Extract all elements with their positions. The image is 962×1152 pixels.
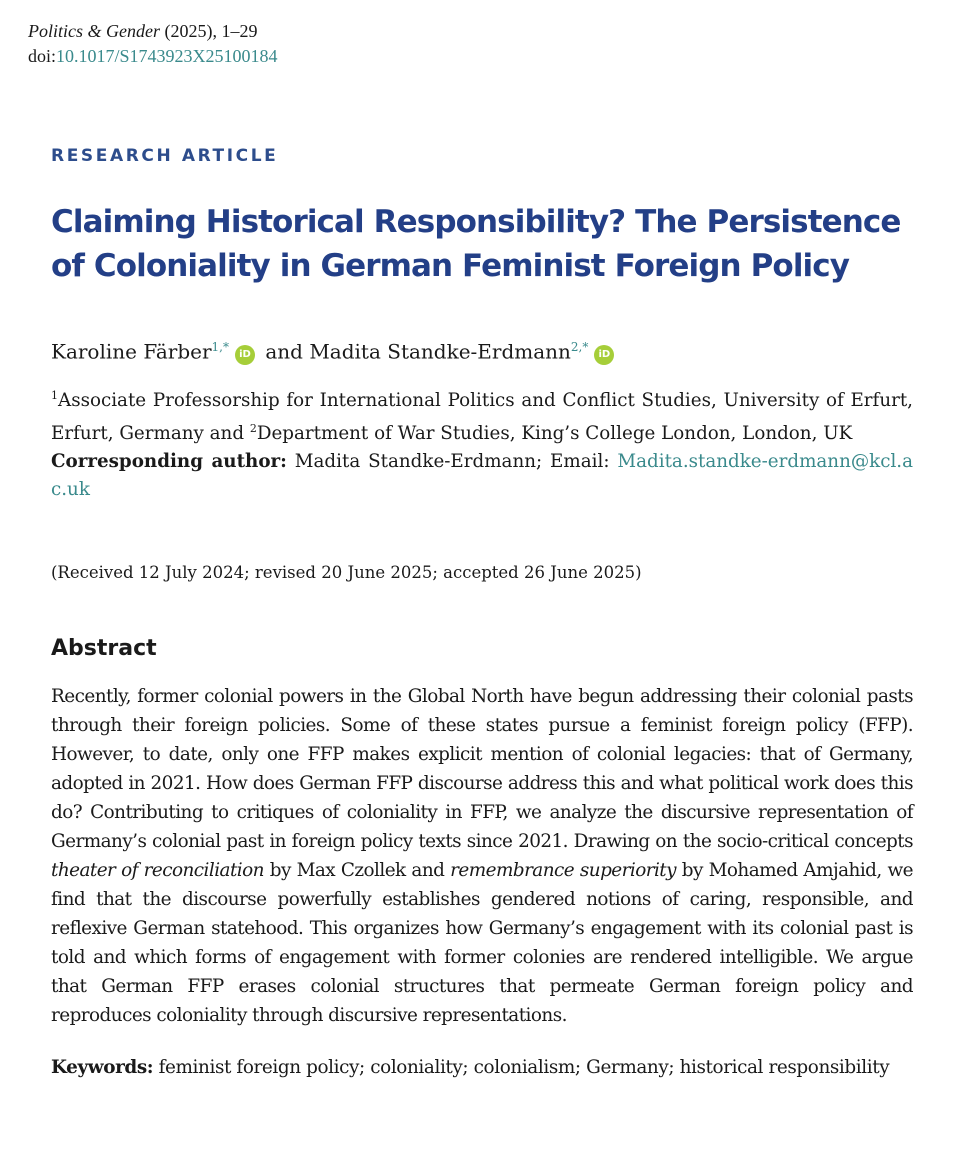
- keywords-text: feminist foreign policy; coloniality; colonialism; Germany; historical responsibility: [153, 1057, 890, 1078]
- doi-label: doi:: [28, 46, 57, 66]
- orcid-icon[interactable]: iD: [235, 345, 255, 365]
- corresponding-author-text: Madita Standke-Erdmann; Email:: [286, 451, 618, 473]
- email-link[interactable]: Madita.standke-erdmann@kcl.ac.uk: [51, 451, 914, 501]
- doi-link[interactable]: 10.1017/S1743923X25100184: [56, 46, 278, 66]
- affiliation-text: Associate Professorship for International Politics and Conflict Studies, University of Erfurt, Erfurt, Germany and: [51, 390, 913, 445]
- journal-citation: [28, 19, 257, 43]
- journal-details: (2025), 1–29: [159, 21, 258, 41]
- doi-line: [28, 44, 278, 68]
- abstract-text: by Mohamed Amjahid, we find that the discourse powerfully establishes gendered notions of caring, responsible, and reflexive German statehood. This organizes how Germany’s engagement with its colonial past is told and which forms of engagement with former colonies are rendered intelligible. We argue that German FFP erases colonial structures that permeate German foreign policy and reproduces coloniality through discursive representations.: [51, 860, 914, 1026]
- author-list: [51, 332, 618, 367]
- abstract-text: by Max Czollek and: [263, 860, 451, 881]
- affiliation-marker: 2: [249, 422, 257, 436]
- article-title: Claiming Historical Responsibility? The Persistence of Coloniality in German Feminist Foreign Policy: [51, 204, 901, 284]
- keywords: [51, 1053, 913, 1082]
- affiliations: [51, 382, 913, 504]
- corresponding-author-label: Corresponding author:: [51, 451, 287, 473]
- journal-name: Politics & Gender: [28, 21, 160, 41]
- affiliation-text: Department of War Studies, King’s College London, London, UK: [256, 423, 853, 445]
- keywords-label: Keywords:: [51, 1057, 154, 1078]
- author-affiliation-marker: 2,*: [570, 340, 589, 354]
- author-name: Madita Standke-Erdmann: [309, 339, 571, 364]
- article-type-label: RESEARCH ARTICLE: [51, 146, 279, 166]
- abstract-heading: Abstract: [51, 636, 157, 661]
- article-history-dates: (Received 12 July 2024; revised 20 June 2025; accepted 26 June 2025): [51, 563, 642, 582]
- abstract-body: [51, 682, 913, 1030]
- orcid-icon[interactable]: iD: [594, 345, 614, 365]
- abstract-text: Recently, former colonial powers in the Global North have begun addressing their colonial pasts through their foreign policies. Some of these states pursue a feminist foreign policy (FFP). However, to date, only one FFP makes explicit mention of colonial legacies: that of Germany, adopted in 2021. How does German FFP discourse address this and what political work does this do? Contributing to critiques of coloniality in FFP, we analyze the discursive representation of Germany’s colonial past in foreign policy texts since 2021. Drawing on the socio-critical concepts: [51, 686, 913, 852]
- author-name: Karoline Färber: [51, 339, 212, 364]
- author-joiner: and: [265, 339, 303, 364]
- abstract-term: theater of reconciliation: [51, 860, 264, 881]
- affiliation-marker: 1: [51, 389, 58, 402]
- author-affiliation-marker: 1,*: [211, 340, 229, 354]
- abstract-term: remembrance superiority: [450, 860, 676, 881]
